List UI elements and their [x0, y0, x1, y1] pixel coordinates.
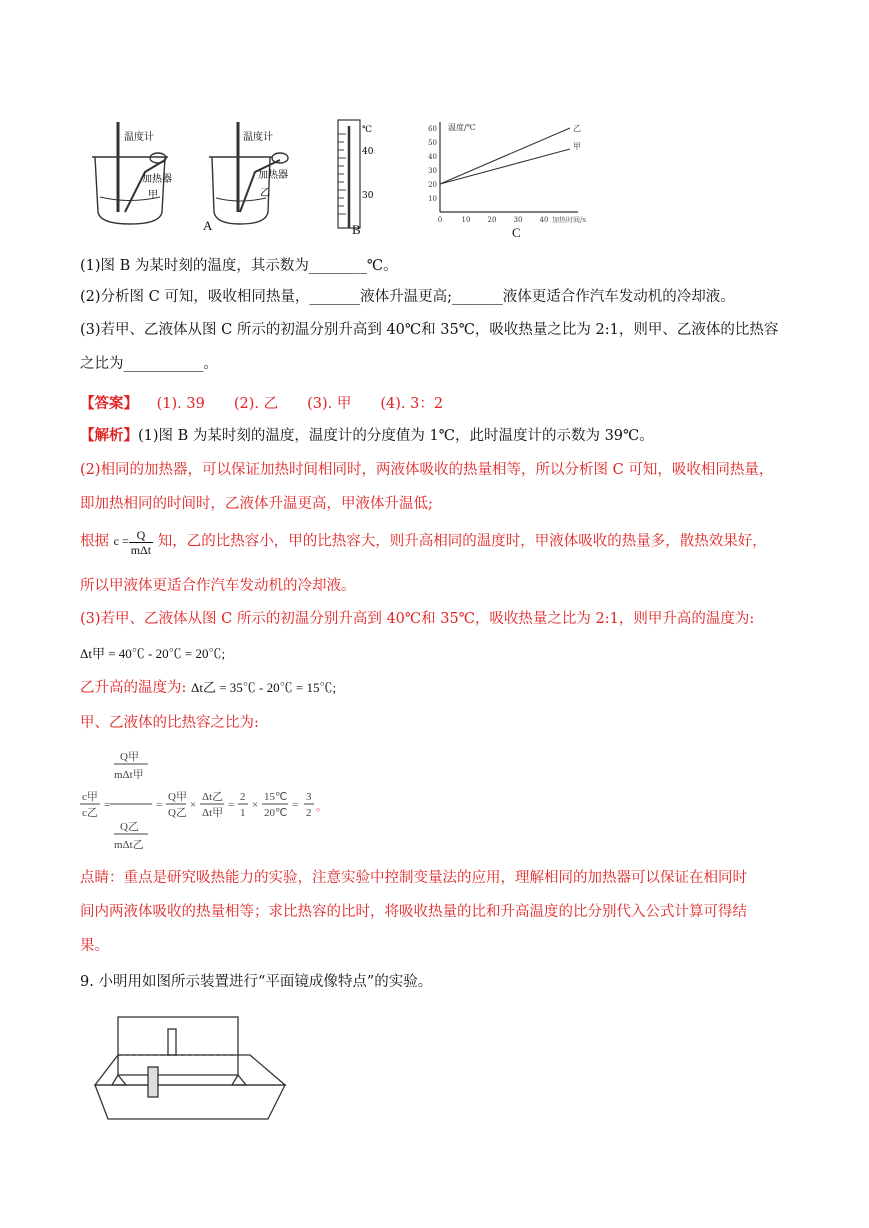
graph-xtick: 20 [487, 216, 497, 224]
graph-c [428, 122, 586, 224]
caption-c: C [512, 225, 521, 240]
analysis-l4 [80, 528, 767, 557]
analysis-tag: 【解析】 [80, 427, 138, 444]
tip-l2: 间内两液体吸收的热量相等；求比热容的比时，将吸收热量的比和升高温度的比分别代入公式计算可得结 [80, 904, 747, 920]
graph-xlabel: 加热时间/s [552, 216, 586, 224]
analysis-l2: (2)相同的加热器，可以保证加热时间相同时，两液体吸收的热量相等，所以分析图 C 可知，吸收相同热量， [80, 462, 774, 478]
svg-text:Q乙: Q乙 [120, 821, 139, 833]
svg-text:20℃: 20℃ [264, 807, 288, 819]
beaker1-label-heater: 加热器 [142, 174, 172, 185]
question-1: (1)图 B 为某时刻的温度，其示数为________℃。 [80, 258, 398, 274]
candle-a [148, 1067, 158, 1097]
svg-text:c甲: c甲 [82, 791, 98, 803]
svg-text:Q甲: Q甲 [168, 791, 187, 803]
beaker1-label-liquid: 甲 [148, 190, 158, 201]
tip-l3: 果。 [80, 938, 109, 954]
question-2: (2)分析图 C 可知，吸收相同热量，_______液体升温更高;_______液体更适合作汽车发动机的冷却液。 [80, 289, 735, 305]
svg-text:2: 2 [306, 807, 312, 819]
analysis-l6: (3)若甲、乙液体从图 C 所示的初温分别升高到 40℃和 35℃，吸收热量之比为 2:1，则甲升高的温度为: [80, 611, 755, 627]
thermo-unit: ℃ [362, 125, 373, 135]
svg-text:1: 1 [240, 807, 246, 819]
svg-text:=: = [228, 799, 235, 811]
formula-num: Q [129, 528, 153, 543]
thermo-tick-30: 30 [362, 191, 374, 201]
graph-ytick: 60 [428, 125, 437, 133]
graph-ytick: 30 [428, 167, 437, 175]
glass-plate [118, 1017, 238, 1075]
graph-ylabel: 温度/℃ [448, 123, 476, 132]
graph-series-label: 乙 [573, 124, 581, 133]
svg-text:=: = [292, 799, 299, 811]
svg-text:=: = [156, 799, 163, 811]
table-plane [95, 1055, 285, 1085]
answer-tag: 【答案】 [80, 395, 138, 412]
question-3b: 之比为___________。 [80, 356, 218, 372]
question-3a: (3)若甲、乙液体从图 C 所示的初温分别升高到 40℃和 35℃，吸收热量之比为 2:1，则甲、乙液体的比热容 [80, 322, 779, 338]
analysis-l1-text: (1)图 B 为某时刻的温度，温度计的分度值为 1℃，此时温度计的示数为 39℃。 [138, 428, 654, 444]
beaker2-label-liquid: 乙 [260, 188, 270, 199]
formula-den: mΔt [130, 543, 152, 557]
beaker2-label-thermo: 温度计 [243, 132, 273, 143]
svg-text:15℃: 15℃ [264, 791, 288, 803]
answer-text: (1). 39 (2). 乙 (3). 甲 (4). 3：2 [156, 396, 444, 412]
analysis-l4-pre: 根据 [80, 533, 109, 550]
analysis-l3: 即加热相同的时间时，乙液体升温更高，甲液体升温低; [80, 496, 433, 512]
graph-ytick: 20 [428, 181, 437, 189]
svg-text:c乙: c乙 [82, 807, 98, 819]
caption-a: A [203, 218, 213, 233]
analysis-l9: 甲、乙液体的比热容之比为: [80, 715, 259, 731]
analysis-l1 [80, 426, 654, 446]
candle-b [168, 1029, 176, 1055]
analysis-l4-post: 知，乙的比热容小，甲的比热容大，则升高相同的温度时，甲液体吸收的热量多，散热效果好， [157, 533, 767, 550]
formula-frac [129, 528, 153, 557]
graph-xtick: 30 [513, 216, 523, 224]
formula-c [113, 528, 153, 557]
graph-xtick: 10 [461, 216, 471, 224]
svg-text:Δt乙: Δt乙 [202, 791, 224, 803]
analysis-l8-eq: Δt乙 = 35℃ - 20℃ = 15℃; [191, 680, 337, 695]
thermo-tick-40: 40 [362, 147, 374, 157]
graph-series-line [440, 149, 570, 184]
graph-series-label: 甲 [573, 142, 581, 151]
thermometer [338, 120, 360, 228]
graph-xtick: 0 [437, 216, 443, 224]
analysis-l5: 所以甲液体更适合作汽车发动机的冷却液。 [80, 578, 356, 594]
ratio-equation-svg [80, 748, 340, 858]
svg-text:×: × [252, 799, 259, 811]
svg-text:mΔt甲: mΔt甲 [114, 769, 144, 781]
caption-b: B [352, 222, 361, 237]
svg-text:2: 2 [240, 791, 246, 803]
svg-text:mΔt乙: mΔt乙 [114, 839, 144, 851]
svg-text:×: × [190, 799, 197, 811]
question-9: 9. 小明用如图所示装置进行“平面镜成像特点”的实验。 [80, 974, 433, 990]
svg-text:。: 。 [316, 801, 327, 813]
svg-text:Δt甲: Δt甲 [202, 807, 224, 819]
graph-ytick: 50 [428, 139, 437, 147]
ratio-equation [80, 748, 340, 858]
graph-xtick: 40 [539, 216, 549, 224]
graph-series-line [440, 128, 570, 184]
formula-lhs: c = [113, 534, 129, 549]
answer-line [80, 394, 443, 414]
analysis-l8-pre: 乙升高的温度为: [80, 680, 187, 696]
svg-text:=: = [104, 799, 111, 811]
tip-l1: 点睛：重点是研究吸热能力的实验，注意实验中控制变量法的应用，理解相同的加热器可以保证在相同时 [80, 870, 747, 886]
analysis-l8 [80, 678, 336, 698]
graph-ytick: 10 [428, 195, 437, 203]
beaker1-label-thermo: 温度计 [124, 132, 154, 143]
analysis-l7: Δt甲 = 40℃ - 20℃ = 20℃; [80, 646, 226, 661]
svg-text:Q甲: Q甲 [120, 751, 139, 763]
graph-ytick: 40 [428, 153, 437, 161]
svg-text:3: 3 [306, 791, 312, 803]
beaker2-label-heater: 加热器 [258, 170, 288, 181]
mirror-figure [90, 1015, 290, 1125]
svg-text:Q乙: Q乙 [168, 807, 187, 819]
